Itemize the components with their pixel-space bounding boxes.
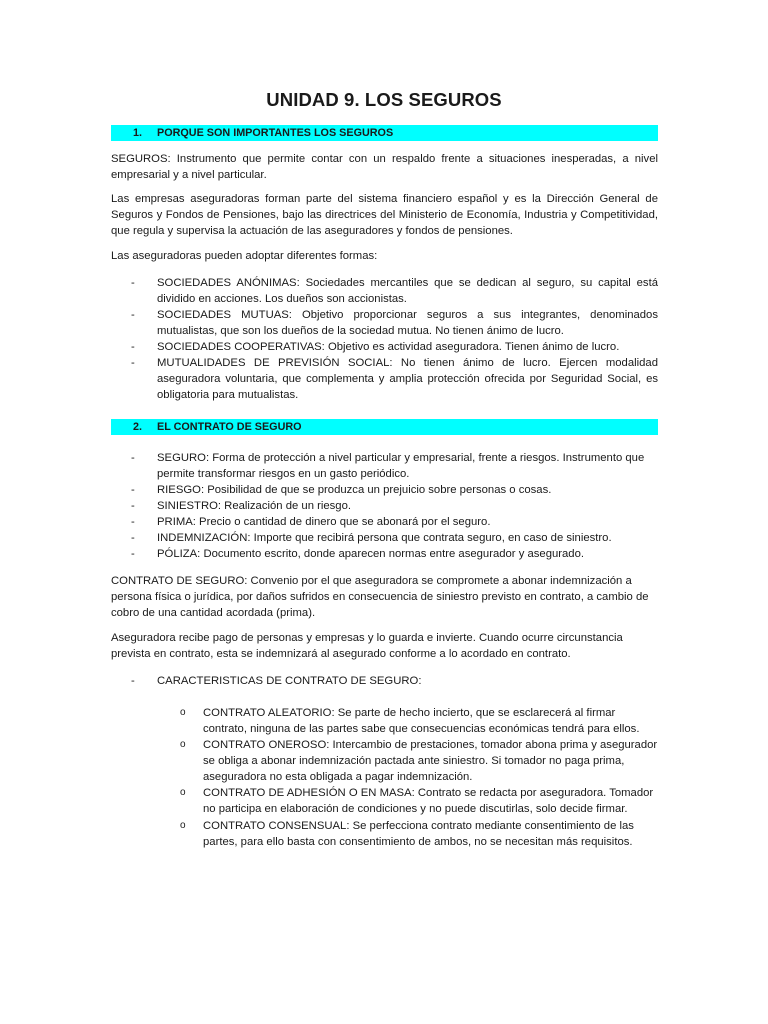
- section-title: EL CONTRATO DE SEGURO: [157, 421, 302, 433]
- page-title: UNIDAD 9. LOS SEGUROS: [266, 89, 502, 110]
- section-number: 2.: [133, 421, 143, 433]
- circle-bullet-icon: o: [180, 787, 186, 798]
- list-item-text: INDEMNIZACIÓN: Importe que recibirá persona que contrata seguro, en caso de siniestro.: [157, 532, 612, 544]
- paragraph-contrato: CONTRATO DE SEGURO: Convenio por el que aseguradora se compromete a abonar indemnización a persona física o jurídica, por daños sufridos en consecuencia de siniestro previsto en contrato, a cambio de cobro de una cantidad acordada (prima).: [111, 575, 649, 619]
- dash-bullet-icon: -: [131, 500, 135, 512]
- list-item-text: SOCIEDADES MUTUAS: Objetivo proporcionar seguros a sus integrantes, denominados mutualistas, que son los dueños de la sociedad mutua. No tienen ánimo de lucro.: [157, 309, 658, 337]
- paragraph-seguros: SEGUROS: Instrumento que permite contar con un respaldo frente a situaciones inesperadas, a nivel empresarial y a nivel particular.: [111, 153, 658, 181]
- paragraph-aseguradora: Aseguradora recibe pago de personas y empresas y lo guarda e invierte. Cuando ocurre circunstancia prevista en contrato, esta se indemnizará al asegurado conforme a lo acordado en contrato.: [111, 632, 623, 660]
- list-item-text: SEGURO: Forma de protección a nivel particular y empresarial, frente a riesgos. Instrumento que permite transformar riesgos en un gasto periódico.: [157, 452, 645, 480]
- list-item-text: RIESGO: Posibilidad de que se produzca un prejuicio sobre personas o cosas.: [157, 484, 552, 496]
- circle-bullet-icon: o: [180, 820, 186, 831]
- dash-bullet-icon: -: [131, 277, 135, 289]
- sub-list-item-text: CONTRATO DE ADHESIÓN O EN MASA: Contrato se redacta por aseguradora. Tomador no participa en elaboración de condiciones y no puede discutirlas, solo decide firmar.: [203, 787, 654, 815]
- sub-list-item-text: CONTRATO ALEATORIO: Se parte de hecho incierto, que se esclarecerá al firmar contrato, ninguna de las partes sabe que consecuencias económicas tendrá para ellos.: [203, 707, 640, 735]
- list-item-text: CARACTERISTICAS DE CONTRATO DE SEGURO:: [157, 675, 422, 687]
- section-number: 1.: [133, 127, 143, 139]
- dash-bullet-icon: -: [131, 548, 135, 560]
- dash-bullet-icon: -: [131, 357, 135, 369]
- section-heading-2: [111, 419, 658, 435]
- dash-bullet-icon: -: [131, 452, 135, 464]
- section-title: PORQUE SON IMPORTANTES LOS SEGUROS: [157, 127, 394, 139]
- dash-bullet-icon: -: [131, 309, 135, 321]
- dash-bullet-icon: -: [131, 341, 135, 353]
- sub-list-item-text: CONTRATO CONSENSUAL: Se perfecciona contrato mediante consentimiento de las partes, para ello basta con consentimiento de ambos, no se necesitan más requisitos.: [203, 820, 634, 848]
- circle-bullet-icon: o: [180, 739, 186, 750]
- dash-bullet-icon: -: [131, 484, 135, 496]
- list-item-text: SOCIEDADES COOPERATIVAS: Objetivo es actividad aseguradora. Tienen ánimo de lucro.: [157, 341, 620, 353]
- sub-list-item-text: CONTRATO ONEROSO: Intercambio de prestaciones, tomador abona prima y asegurador se obliga a abonar indemnización pactada ante siniestro. Si tomador no paga prima, aseguradora no esta obligada a pagar indemnización.: [203, 739, 658, 783]
- paragraph-empresas: Las empresas aseguradoras forman parte del sistema financiero español y es la Dirección General de Seguros y Fondos de Pensiones, bajo las directrices del Ministerio de Economía, Industria y Competitividad, que regula y supervisa la actuación de las aseguradores y fondos de pensiones.: [111, 193, 658, 237]
- dash-bullet-icon: -: [131, 675, 135, 687]
- list-item-text: PÓLIZA: Documento escrito, donde aparecen normas entre asegurador y asegurado.: [157, 548, 585, 560]
- dash-bullet-icon: -: [131, 516, 135, 528]
- list-item-text: SOCIEDADES ANÓNIMAS: Sociedades mercantiles que se dedican al seguro, su capital está dividido en acciones. Los dueños son accionistas.: [157, 277, 658, 305]
- paragraph-formas: Las aseguradoras pueden adoptar diferentes formas:: [111, 250, 378, 262]
- section-heading-1: [111, 125, 658, 141]
- circle-bullet-icon: o: [180, 707, 186, 718]
- dash-bullet-icon: -: [131, 532, 135, 544]
- list-item-text: SINIESTRO: Realización de un riesgo.: [157, 500, 352, 512]
- list-item-text: MUTUALIDADES DE PREVISIÓN SOCIAL: No tienen ánimo de lucro. Ejercen modalidad aseguradora voluntaria, que complementa y amplia protección ofrecida por Seguridad Social, es obligatoria para mutualistas.: [157, 357, 658, 401]
- list-item-text: PRIMA: Precio o cantidad de dinero que se abonará por el seguro.: [157, 516, 491, 528]
